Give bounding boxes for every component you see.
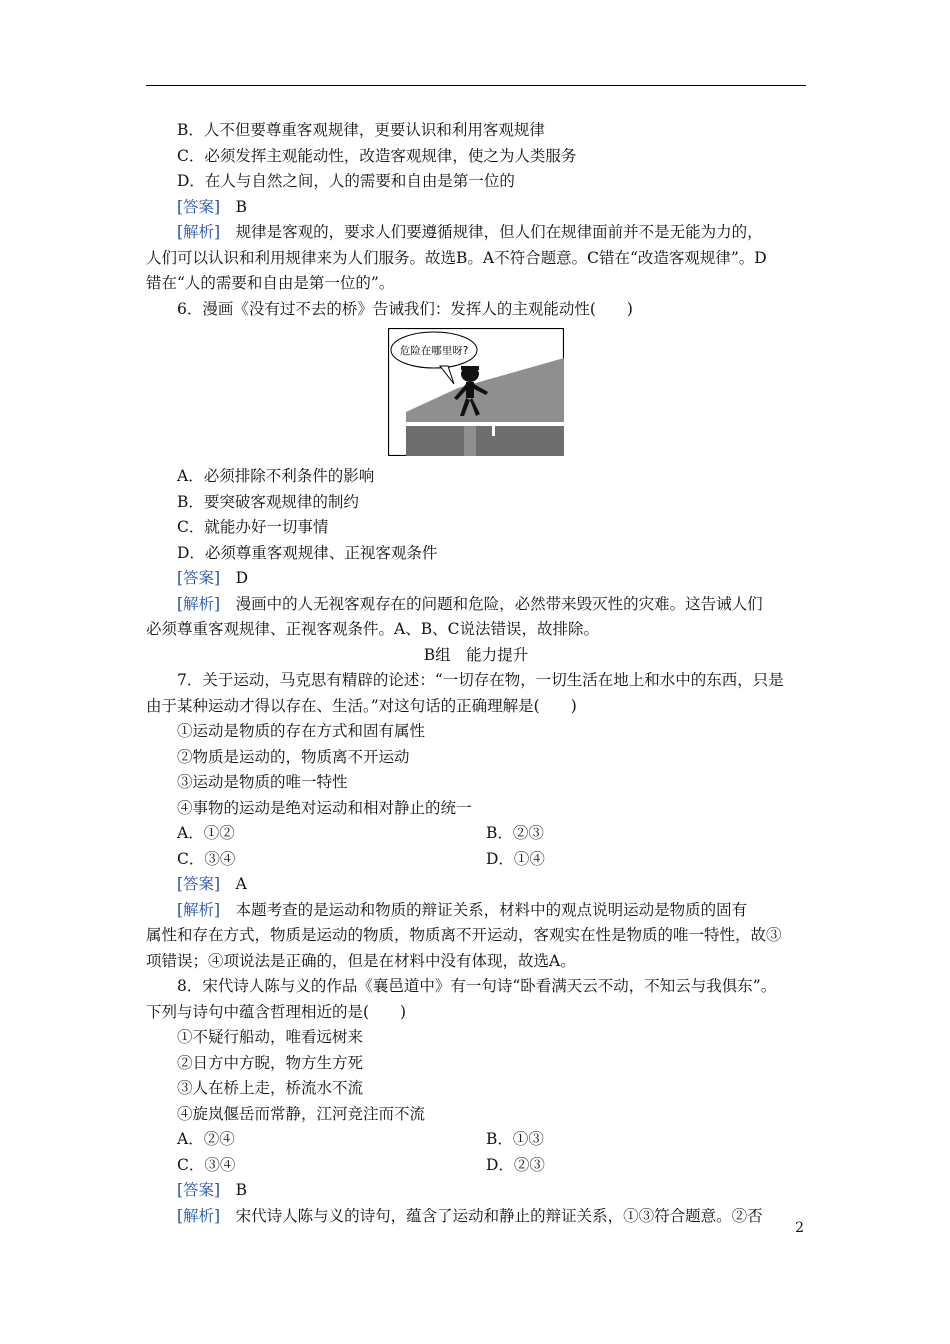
analysis-text: 本题考查的是运动和物质的辩证关系，材料中的观点说明运动是物质的固有: [235, 900, 748, 919]
analysis-text: 规律是客观的，要求人们要遵循规律，但人们在规律面前并不是无能为力的，: [235, 223, 763, 241]
q8-choice-b: B．①③: [486, 1130, 544, 1148]
q5-answer: [146, 195, 806, 221]
q7-item-1: ①运动是物质的存在方式和固有属性: [177, 722, 426, 740]
page-number: 2: [795, 1220, 804, 1236]
q7-analysis-line-3: 项错误；④项说法是正确的，但是在材料中没有体现，故选A。: [146, 951, 576, 970]
analysis-text: 漫画中的人无视客观存在的问题和危险，必然带来毁灭性的灾难。这告诫人们: [235, 594, 763, 613]
analysis-label: [解析]: [177, 594, 221, 613]
q7-answer: [146, 872, 806, 898]
q8-item-3: ③人在桥上走，桥流水不流: [177, 1079, 364, 1097]
q7-choice-b: B．②③: [486, 824, 544, 842]
q8-item-2: ②日方中方睨，物方生方死: [177, 1053, 364, 1072]
q6-option-b: B．要突破客观规律的制约: [177, 492, 359, 511]
analysis-text: 宋代诗人陈与义的诗句，蕴含了运动和静止的辩证关系，①③符合题意。②否: [235, 1206, 763, 1225]
analysis-label: [解析]: [177, 1206, 221, 1225]
q8-choice-c: C．③④: [177, 1155, 236, 1174]
q7-analysis-line-1: [146, 898, 806, 924]
q5-option-b: B．人不但要尊重客观规律，更要认识和利用客观规律: [177, 121, 545, 139]
answer-value: A: [235, 875, 247, 893]
q8-choice-d: D．②③: [486, 1155, 545, 1174]
q8-answer: [146, 1178, 806, 1204]
cartoon-bridge-gap: [406, 422, 564, 426]
q6-answer: [146, 566, 806, 592]
q7-item-2: ②物质是运动的，物质离不开运动: [177, 747, 410, 766]
answer-value: D: [235, 569, 249, 587]
q6-option-a: A．必须排除不利条件的影响: [177, 467, 375, 485]
q5-option-c: C．必须发挥主观能动性，改造客观规律，使之为人类服务: [177, 146, 577, 165]
q8-analysis-line-1: [146, 1204, 806, 1230]
q7-choice-a: A．①②: [177, 824, 235, 842]
q7-choices-row-1: [146, 821, 806, 847]
header-rule: [146, 85, 806, 86]
group-title: B组 能力提升: [423, 645, 529, 664]
q8-item-4: ④旋岚偃岳而常静，江河竞注而不流: [177, 1104, 426, 1123]
q8-item-1: ①不疑行船动，唯看远树来: [177, 1028, 364, 1046]
q8-stem-line-2: 下列与诗句中蕴含哲理相近的是( ): [146, 1002, 407, 1021]
answer-label: [答案]: [177, 875, 221, 893]
q8-choices-row-1: [146, 1127, 806, 1153]
analysis-label: [解析]: [177, 900, 221, 919]
speech-text: 危险在哪里呀?: [399, 345, 469, 357]
q8-choices-row-2: [146, 1153, 806, 1179]
cartoon-bridge-image: [388, 328, 564, 456]
q7-analysis-line-2: 属性和存在方式，物质是运动的物质，物质离不开运动，客观实在性是物质的唯一特性，故③: [146, 926, 782, 944]
analysis-label: [解析]: [177, 223, 221, 241]
answer-value: B: [235, 1181, 248, 1199]
q7-item-3: ③运动是物质的唯一特性: [177, 773, 348, 791]
q6-stem: 6．漫画《没有过不去的桥》告诫我们：发挥人的主观能动性( ): [177, 299, 633, 318]
cartoon-figure: [146, 322, 806, 464]
q7-choices-row-2: [146, 847, 806, 873]
cartoon-bridge-left: [406, 426, 464, 456]
answer-label: [答案]: [177, 1181, 221, 1199]
q7-item-4: ④事物的运动是绝对运动和相对静止的统一: [177, 798, 472, 817]
q8-choice-a: A．②④: [177, 1130, 235, 1148]
q7-stem-line-1: 7．关于运动，马克思有精辟的论述：“一切存在物，一切生活在地上和水中的东西，只是: [177, 671, 784, 689]
q5-analysis-line-3: 错在“人的需要和自由是第一位的”。: [146, 274, 395, 292]
page-content: [146, 118, 806, 1229]
q7-stem-line-2: 由于某种运动才得以存在、生活。”对这句话的正确理解是( ): [146, 696, 577, 715]
q5-option-d: D．在人与自然之间，人的需要和自由是第一位的: [177, 172, 515, 190]
q7-choice-c: C．③④: [177, 849, 236, 868]
answer-label: [答案]: [177, 197, 221, 216]
q6-option-c: C．就能办好一切事情: [177, 518, 329, 536]
cartoon-bridge-right: [476, 426, 564, 456]
cartoon-post: [492, 426, 495, 436]
q6-analysis-line-1: [146, 592, 806, 618]
q7-choice-d: D．①④: [486, 849, 545, 868]
q5-analysis-line-1: [146, 220, 806, 246]
q8-stem-line-1: 8．宋代诗人陈与义的作品《襄邑道中》有一句诗“卧看满天云不动，不知云与我俱东”。: [177, 977, 777, 995]
answer-value: B: [235, 197, 248, 216]
q6-analysis-line-2: 必须尊重客观规律、正视客观条件。A、B、C说法错误，故排除。: [146, 620, 599, 638]
q5-analysis-line-2: 人们可以认识和利用规律来为人们服务。故选B。A不符合题意。C错在“改造客观规律”。D: [146, 248, 767, 267]
q6-option-d: D．必须尊重客观规律、正视客观条件: [177, 543, 438, 562]
answer-label: [答案]: [177, 569, 221, 587]
